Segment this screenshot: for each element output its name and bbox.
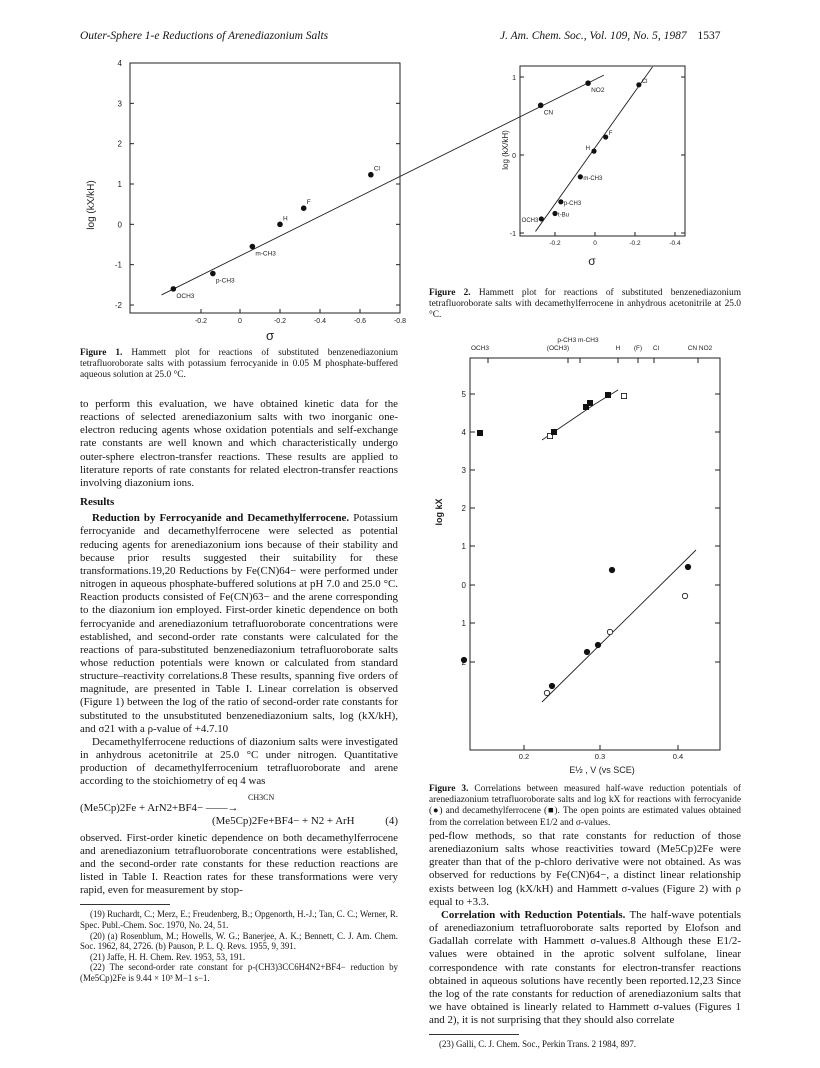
fig3-circle-point — [685, 564, 690, 569]
fig2-xtick-label: -0.4 — [669, 240, 681, 247]
fig2-point — [552, 211, 557, 216]
fig3-ytick-label: 5 — [461, 390, 466, 399]
footnote-rule — [80, 904, 170, 905]
figure-1-caption — [80, 348, 398, 382]
fig1-point-label: NO2 — [591, 87, 605, 95]
fig1-xtick-label: -0.4 — [313, 318, 327, 325]
equation-line-2-row — [80, 815, 398, 828]
fig1-ytick-label: 4 — [117, 59, 122, 68]
fig3-circle-point — [682, 593, 687, 598]
fig2-point — [578, 174, 583, 179]
right-column — [429, 830, 741, 1050]
fig3-top-label: p-CH3 m-CH3 — [557, 337, 599, 344]
fig3-square-point — [621, 393, 626, 398]
fig1-ytick-label: -2 — [114, 301, 122, 310]
fig3-square-point — [587, 400, 592, 405]
fig3-top-label: H — [615, 345, 621, 352]
fig2-point-label: Cl — [641, 78, 648, 85]
fig1-point-label: Cl — [373, 165, 380, 173]
fig1-point — [277, 222, 283, 228]
right-footnote-rule — [429, 1034, 519, 1035]
footnote-19: (19) Ruchardt, C.; Merz, E.; Freudenberg, B.; Opgenorth, H.-J.; Tan, C. C.; Werner, R. Spec. Publ.-Chem. Soc. 1970, No. 24, 51. — [80, 909, 398, 930]
fig2-xlabel: σ — [588, 254, 596, 268]
fig1-point-label: CN — [543, 109, 554, 117]
fig3-top-label: CN NO2 — [687, 345, 713, 352]
left-column — [80, 398, 398, 983]
right-paragraph-2-text: The half-wave potentials of arenediazonium tetrafluoroborate salts reported by Elofson and Gadallah correlate with Hammett σ-values.8 Although these E1/2-values were obtained in the aprotic solvent sulfolane, linear correspondence with rate constants for electron-transfer reactions obtained in aqueous solutions have recently been reported.12,23 Since the log of the rate constants for reduction of arenediazonium salts that we have obtained is linearly related to Hammett σ-values (Figures 1 and 2), it is not surprising that they should also correlate — [429, 908, 741, 1027]
fig3-xtick-label: 0.4 — [672, 752, 684, 761]
fig1-xtick-label: -0.2 — [273, 318, 287, 325]
fig1-ytick-label: 2 — [117, 139, 122, 149]
equation-line-1: (Me5Cp)2Fe + ArN2+BF4− ——→ — [80, 801, 239, 814]
fig1-point-label: H — [283, 215, 288, 223]
fig1-ytick-label: -1 — [114, 260, 122, 270]
fig1-point — [250, 244, 256, 250]
footnote-21: (21) Jaffe, H. H. Chem. Rev. 1953, 53, 191. — [90, 951, 246, 962]
figure-3-caption — [429, 784, 741, 829]
fig1-point-label: p-CH3 — [215, 277, 235, 285]
fig1-ytick-label: 1 — [117, 180, 122, 189]
fig2-ytick-label: -1 — [509, 231, 516, 238]
fig3-circle-point — [461, 657, 466, 662]
fig3-ytick-label: 0 — [461, 581, 466, 590]
figure-3-plot — [430, 332, 742, 782]
fig1-ytick-label: 0 — [117, 220, 122, 230]
fig1-point — [210, 271, 216, 277]
footnote-22: (22) The second-order rate constant for p-(CH3)3CC6H4N2+BF4− reduction by (Me5Cp)2Fe is 9.44 × 10³ M−1 s−1. — [80, 962, 398, 983]
fig2-xtick-label: -0.2 — [629, 240, 641, 247]
fig3-circle-point — [544, 690, 549, 695]
figure-2 — [500, 58, 710, 278]
fig1-point — [171, 286, 177, 292]
fig3-xlabel: E½ , V (vs SCE) — [569, 765, 635, 775]
results-paragraph-2: Decamethylferrocene reductions of diazonium salts were investigated in anhydrous acetonitrile at 25.0 °C under nitrogen. Quantitative production of decamethylferrocenium tetrafluoroborate and arene according to the stoichiometry of eq 4 was — [80, 735, 398, 788]
right-paragraph-2-heading: Correlation with Reduction Potentials. — [441, 908, 626, 921]
fig1-xtick-label: -0.2 — [194, 318, 208, 325]
footnote-20: (20) (a) Rosenblum, M.; Howells, W. G.; Banerjee, A. K.; Bennett, C. J. Am. Chem. Soc. 1962, 84, 2726. (b) Pauson, P. L. Q. Revs. 1955, 9, 391. — [80, 930, 398, 952]
fig1-point-label: m-CH3 — [255, 250, 276, 258]
equation-line-2: (Me5Cp)2Fe+BF4− + N2 + ArH — [212, 814, 355, 827]
fig2-ytick-label: 1 — [512, 75, 516, 82]
page-number: 1537 — [697, 30, 721, 42]
fig3-ytick-label: 1 — [461, 542, 466, 551]
fig3-circle-point — [584, 649, 589, 654]
fig3-ytick-label: 3 — [461, 466, 466, 475]
journal-citation: J. Am. Chem. Soc., Vol. 109, No. 5, 1987 — [500, 30, 687, 42]
fig2-point — [591, 149, 596, 154]
fig1-ytick-label: 3 — [117, 99, 122, 109]
right-footnotes — [429, 1039, 741, 1050]
equation-4 — [80, 793, 398, 828]
figure-2-caption — [429, 288, 741, 322]
fig3-xtick-label: 0.3 — [594, 752, 606, 761]
fig3-ytick-label: 4 — [461, 428, 466, 437]
fig1-ylabel: log (kX/kH) — [86, 180, 97, 230]
fig3-circle-point — [595, 642, 600, 647]
right-paragraph-1: ped-flow methods, so that rate constants for reduction of those arenediazonium salts whose reactivities toward (Me5Cp)2Fe were greater than that of the p-chloro derivative were not obtained. As was observed for reductions by Fe(CN)64−, a distinct linear relationship exists between log (kX/kH) and Hammett σ-values (Figure 2) with ρ equal to +3.3. — [429, 830, 741, 908]
figure-2-caption-label: Figure 2. — [429, 288, 471, 298]
right-paragraph-2 — [429, 909, 741, 1027]
fig3-ylabel: log kX — [434, 498, 444, 526]
fig2-point-label: H — [585, 146, 590, 153]
results-paragraph-1-text: Potassium ferrocyanide and decamethylferrocene were selected as potential reducing agents for arenediazonium ions because of their stability and because prior results suggested their suitability for these transformations.19,20 Reductions by Fe(CN)64− were performed under nitrogen in aqueous phosphate-buffered solutions at pH 7.0 and 25.0 °C. Reaction products consisted of Fe(CN)63− and the arene corresponding to the diazonium ion employed. First-order kinetic dependence on both ferrocyanide and arenediazonium tetrafluoroborate concentrations were established, and second-order rate constants were calculated for the reactions of para-substituted benzenediazonium tetrafluoroborate salts whose reduction potentials were known or calculated from standard structure–reactivity correlations.8 These results, spanning five orders of magnitude, are presented in Table I. Linear correlation is observed (Figure 1) between the log of the ratio of second-order rate constants for substituted to the unsubstituted benzenediazonium salts, log (kX/kH), and σ21 with a ρ-value of +4.7.10 — [80, 512, 398, 735]
fig3-square-point — [551, 429, 556, 434]
fig3-top-label: OCH3 — [470, 345, 490, 352]
figure-1-caption-label: Figure 1. — [80, 348, 123, 358]
fig2-frame — [520, 66, 685, 236]
equation-number: (4) — [385, 814, 398, 827]
fig2-point-label: F — [608, 131, 613, 138]
results-paragraph-1 — [80, 512, 398, 736]
fig2-xtick-label: 0 — [593, 240, 597, 247]
running-header-left: Outer-Sphere 1-e Reductions of Arenediazonium Salts — [80, 30, 329, 42]
fig1-xtick-label: 0 — [238, 318, 242, 325]
figure-1-caption-text: Hammett plot for reactions of substituted benzenediazonium tetrafluoroborate salts with potassium ferrocyanide in 0.05 M phosphate-buffered aqueous solution at 25.0 °C. — [80, 348, 398, 381]
results-paragraph-3: observed. First-order kinetic dependence on both decamethylferrocene and arenediazonium tetrafluoroborate concentrations were established, and the second-order rate constants for these reduction reactions are listed in Table I. Reaction rates for these transformations were very rapid, even for measurement by stop- — [80, 831, 398, 897]
fig3-square-point — [605, 392, 610, 397]
fig3-circle-point — [609, 567, 614, 572]
fig3-top-label: (F) — [633, 345, 643, 352]
fig1-xlabel: σ — [265, 328, 275, 343]
running-header-right — [500, 30, 721, 42]
fig2-point-label: t-Bu — [558, 212, 570, 219]
figure-2-plot — [500, 58, 710, 278]
fig2-point — [539, 216, 544, 221]
fig3-ytick-label: 1 — [461, 619, 466, 628]
fig2-point — [636, 82, 641, 87]
intro-paragraph: to perform this evaluation, we have obtained kinetic data for the reactions of selected arenediazonium salts with two inorganic one-electron reducing agents whose oxidation potentials and self-exchange rate constants are well known and which characteristically undergo outer-sphere electron-transfer reactions. These results are applied to literature reports of rate constants for related electron-transfer reactions involving diazonium ions. — [80, 398, 398, 489]
fig2-ylabel: log (kX/kH) — [501, 130, 510, 170]
fig1-point-label: OCH3 — [176, 292, 195, 300]
fig2-xtick-label: -0.2 — [549, 240, 561, 247]
figure-2-caption-text: Hammett plot for reactions of substituted benzenediazonium tetrafluoroborate salts with decamethylferrocene in anhydrous acetonitrile at 25.0 °C. — [429, 288, 741, 321]
fig3-square-point — [477, 430, 482, 435]
fig1-frame — [130, 63, 400, 313]
fig2-point-label: OCH3 — [521, 217, 539, 224]
results-paragraph-1-heading: Reduction by Ferrocyanide and Decamethylferrocene. — [92, 512, 350, 525]
footnote-23: (23) Galli, C. J. Chem. Soc., Perkin Trans. 2 1984, 897. — [439, 1039, 636, 1050]
results-heading: Results — [80, 496, 115, 509]
fig3-ytick-label: 2 — [461, 504, 466, 513]
fig2-ytick-label: 0 — [512, 153, 516, 160]
fig3-frame — [470, 358, 720, 750]
fig1-point-label: F — [306, 199, 311, 207]
figure-3-caption-text: Correlations between measured half-wave reduction potentials of arenediazonium tetrafluoroborate salts and log kX for reactions with ferrocyanide (●) and decamethylferrocene (■). The open points are estimated values obtained from the correlation between E1/2 and σ-values. — [429, 784, 742, 828]
fig1-point — [368, 172, 374, 178]
fig3-fit-line-circles — [542, 550, 696, 702]
equation-solvent: CH3CN — [248, 792, 275, 802]
fig3-xtick-label: 0.2 — [518, 752, 530, 761]
fig3-top-label: (OCH3) — [546, 345, 570, 352]
figure-3-caption-label: Figure 3. — [429, 784, 469, 794]
fig2-point — [603, 134, 608, 139]
fig2-point-label: m-CH3 — [583, 175, 603, 182]
figure-3 — [430, 332, 742, 782]
fig1-point — [301, 205, 307, 211]
fig1-xtick-label: -0.6 — [353, 318, 367, 325]
fig1-xtick-label: -0.8 — [393, 318, 407, 325]
fig2-point — [558, 199, 563, 204]
fig3-circle-point — [549, 683, 554, 688]
footnotes — [80, 909, 398, 983]
fig3-circle-point — [607, 629, 612, 634]
fig3-top-label: Cl — [652, 345, 660, 352]
fig2-point-label: p-CH3 — [563, 200, 582, 207]
